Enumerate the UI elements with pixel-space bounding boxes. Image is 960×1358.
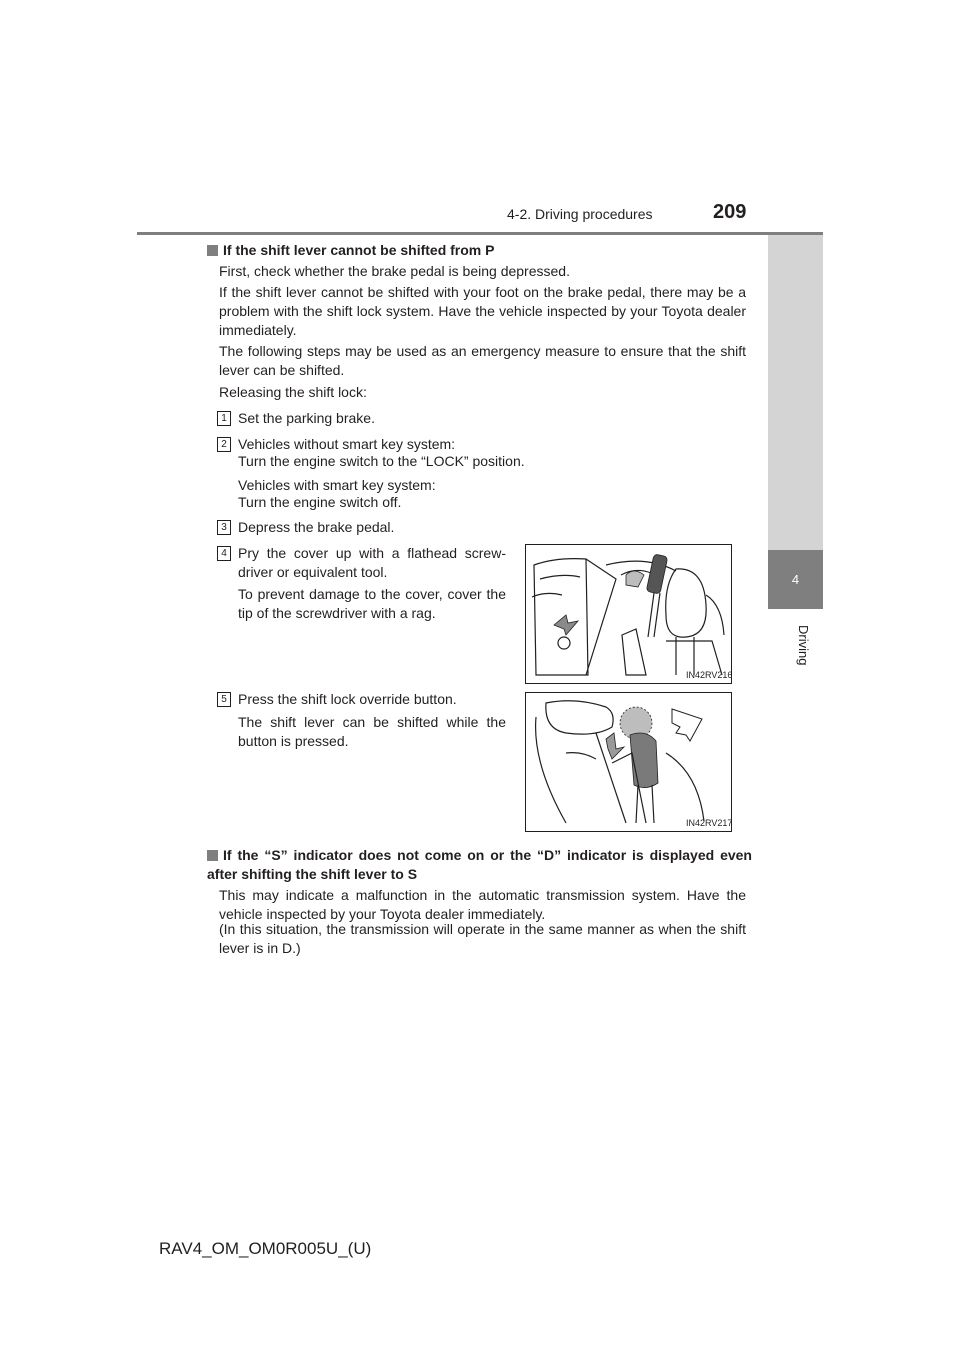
- header-rule: [137, 232, 823, 235]
- section1-heading-text: If the shift lever cannot be shifted from P: [223, 242, 495, 258]
- shift-lever-illustration: [526, 693, 731, 831]
- step-text: Depress the brake pedal.: [238, 519, 395, 535]
- section1-paragraph: First, check whether the brake pedal is being depressed.: [219, 263, 570, 279]
- step-badge: 2: [217, 437, 231, 452]
- figure-shift-cover: [525, 544, 732, 684]
- section2-paragraph: (In this situation, the transmission will operate in the same manner as when the shift lever is in D.): [219, 921, 746, 956]
- step-badge: 1: [217, 411, 231, 426]
- step-text: Vehicles without smart key system:: [238, 436, 456, 452]
- step-note: To prevent damage to the cover, cover the tip of the screwdriver with a rag.: [238, 586, 506, 621]
- page-number: 209: [713, 201, 747, 223]
- chapter-tab: 4: [768, 550, 823, 609]
- heading-marker-icon: [207, 850, 218, 861]
- figure-code: IN42RV217: [686, 818, 733, 828]
- section1-paragraph: The following steps may be used as an emergency measure to ensure that the shift lever can be shifted.: [219, 343, 746, 378]
- step-text: Pry the cover up with a flathead screw-driver or equivalent tool.: [238, 545, 506, 580]
- section1-paragraph: If the shift lever cannot be shifted with your foot on the brake pedal, there may be a problem with the shift lock system. Have the vehicle inspected by your Toyota dealer immediately.: [219, 284, 746, 338]
- step-text: Turn the engine switch to the “LOCK” position.: [238, 453, 525, 469]
- step-text: Set the parking brake.: [238, 410, 375, 426]
- section2-paragraph: This may indicate a malfunction in the automatic transmission system. Have the vehicle inspected by your Toyota dealer immediately.: [219, 887, 746, 922]
- document-code: RAV4_OM_OM0R005U_(U): [159, 1239, 372, 1258]
- section-title: 4-2. Driving procedures: [507, 206, 653, 222]
- section2-heading: [207, 846, 752, 884]
- step-text: Press the shift lock override button.: [238, 691, 457, 707]
- chapter-label: Driving: [796, 625, 811, 666]
- step-badge: 5: [217, 692, 231, 707]
- figure-code: IN42RV216: [686, 670, 733, 680]
- figure-shift-lock-button: [525, 692, 732, 832]
- section2-heading-text: If the “S” indicator does not come on or the “D” indicator is displayed even after shifting the shift lever to S: [207, 847, 752, 882]
- side-bar: [768, 235, 823, 550]
- screwdriver-illustration: [526, 545, 731, 683]
- section1-heading: [207, 241, 752, 260]
- step-note: The shift lever can be shifted while the button is pressed.: [238, 714, 506, 749]
- section1-paragraph: Releasing the shift lock:: [219, 384, 367, 400]
- step-text: Vehicles with smart key system:: [238, 477, 436, 493]
- step-text: Turn the engine switch off.: [238, 494, 402, 510]
- step-badge: 4: [217, 546, 231, 561]
- heading-marker-icon: [207, 245, 218, 256]
- step-badge: 3: [217, 520, 231, 535]
